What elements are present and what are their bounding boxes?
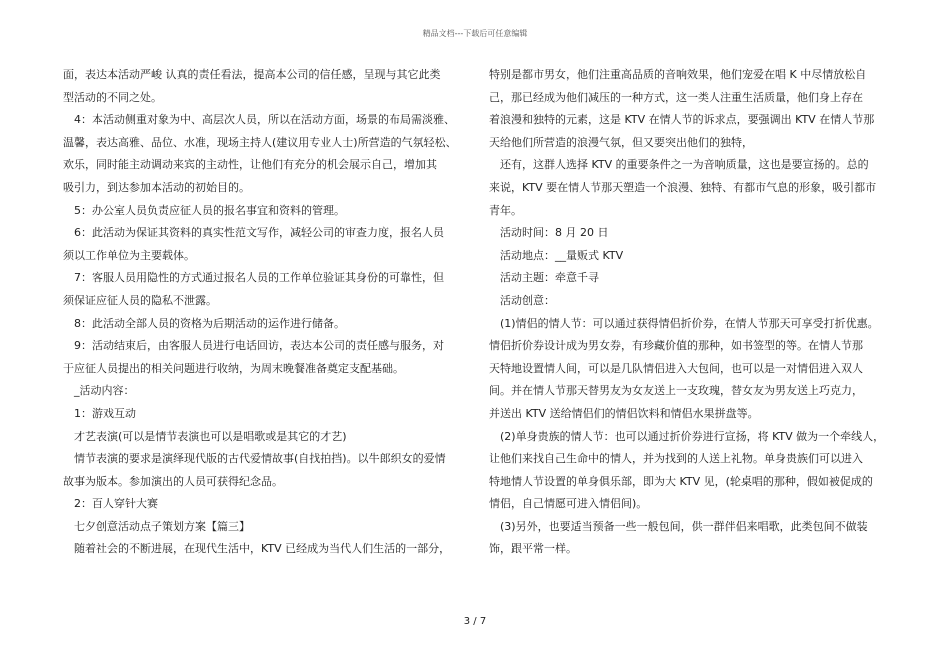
text-line: 吸引力，到达参加本活动的初始目的。: [63, 180, 250, 194]
text-line: 并送出 KTV 送给情侣们的情侣饮料和情侣水果拼盘等。: [489, 406, 759, 420]
text-line: 特地情人节设置的单身俱乐部，即为大 KTV 见，(轮桌唱的那种，假如被促成的: [489, 474, 873, 488]
text-line: 天给他们所营造的浪漫气氛，但又要突出他们的独特，: [489, 135, 753, 149]
text-line: (1)情侣的情人节：可以通过获得情侣折价券，在情人节那天可享受打折优惠。: [489, 316, 879, 330]
text-line: 8：此活动全部人员的资格为后期活动的运作进行储备。: [63, 316, 345, 330]
text-line: 来说，KTV 要在情人节那天塑造一个浪漫、独特、有都市气息的形象，吸引都市: [489, 180, 877, 194]
text-line: 须以工作单位为主要载体。: [63, 248, 195, 262]
text-line: 须保证应征人员的隐私不泄露。: [63, 293, 217, 307]
text-line: 6：此活动为保证其资料的真实性范文写作，减轻公司的审查力度，报名人员: [63, 226, 444, 240]
text-line: 饰，跟平常一样。: [489, 542, 577, 556]
text-line: _活动内容：: [63, 384, 135, 398]
text-line: 7：客服人员用隐性的方式通过报名人员的工作单位验证其身份的可靠性，但: [63, 271, 444, 285]
text-line: 2：百人穿针大赛: [63, 497, 158, 511]
text-line: 着浪漫和独特的元素，这是 KTV 在情人节的诉求点，要强调出 KTV 在情人节那: [489, 113, 875, 127]
text-line: 型活动的不同之处。: [63, 90, 162, 104]
text-line: 己，那已经成为他们减压的一种方式，这一类人注重生活质量，他们身上存在: [489, 90, 863, 104]
text-line: 情侣折价券设计成为男女券，有珍藏价值的那种，如书签型的等。在情人节那: [489, 339, 863, 353]
text-line: 欢乐，同时能主动调动来宾的主动性，让他们有充分的机会展示自己，增加其: [63, 158, 437, 172]
page-header: 精品文档---下载后可任意编辑: [422, 29, 528, 38]
text-line: 面，表达本活动严峻 认真的责任看法，提高本公司的信任感，呈现与其它此类: [63, 68, 441, 81]
text-line: (2)单身贵族的情人节：也可以通过折价券进行宣扬，将 KTV 做为一个牵线人，: [489, 429, 885, 443]
left-column: [63, 64, 463, 561]
page-number: 3 / 7: [463, 616, 487, 627]
text-line: 4：本活动侧重对象为中、高层次人员，所以在活动方面，场景的布局需淡雅、: [63, 113, 455, 127]
text-line: 9：活动结束后，由客服人员进行电话回访，表达本公司的责任感与服务，对: [63, 339, 444, 353]
text-line: 才艺表演(可以是情节表演也可以是唱歌或是其它的才艺): [63, 429, 347, 443]
right-column: [489, 64, 884, 561]
text-line: 情节表演的要求是演绎现代版的古代爱情故事(自找拍挡)。以牛郎织女的爱情: [63, 452, 446, 466]
section-heading: 七夕创意活动点子策划方案【篇三】: [63, 519, 250, 533]
text-line: 故事为版本。参加演出的人员可获得纪念品。: [63, 474, 283, 488]
text-line: 让他们来找自己生命中的情人，并为找到的人送上礼物。单身贵族们可以进入: [489, 452, 863, 466]
text-line: 间。并在情人节那天替男友为女友送上一支玫瑰，替女友为男友送上巧克力，: [489, 384, 863, 398]
text-line: 活动地点：__量贩式 KTV: [489, 248, 624, 262]
text-line: 随着社会的不断进展，在现代生活中，KTV 已经成为当代人们生活的一部分，: [63, 542, 451, 556]
text-line: 活动创意：: [489, 293, 555, 307]
text-line: 青年。: [489, 203, 522, 217]
text-line: 情侣，自己情愿可进入情侣间)。: [489, 497, 648, 511]
text-line: 还有，这群人选择 KTV 的重要条件之一为音响质量，这也是要宣扬的。总的: [489, 158, 869, 172]
text-line: 特别是都市男女，他们注重高品质的音响效果，他们宠爱在唱 K 中尽情放松自: [489, 68, 867, 81]
text-line: 天特地设置情人间，可以是几队情侣进入大包间，也可以是一对情侣进入双人: [489, 361, 863, 375]
text-line: 1：游戏互动: [63, 406, 136, 420]
text-line: 活动主题：牵意千寻: [489, 271, 599, 285]
text-line: 于应征人员提出的相关问题进行收纳，为周末晚餐准备奠定支配基础。: [63, 361, 404, 375]
text-line: (3)另外，也要适当预备一些一般包间，供一群伴侣来唱歌，此类包间不做装: [489, 519, 868, 533]
text-line: 活动时间：8 月 20 日: [489, 226, 609, 240]
text-line: 温馨，表达高雅、品位、水准，现场主持人(建议用专业人士)所营造的气氛轻松、: [63, 135, 457, 149]
text-line: 5：办公室人员负责应征人员的报名事宜和资料的管理。: [63, 203, 345, 217]
